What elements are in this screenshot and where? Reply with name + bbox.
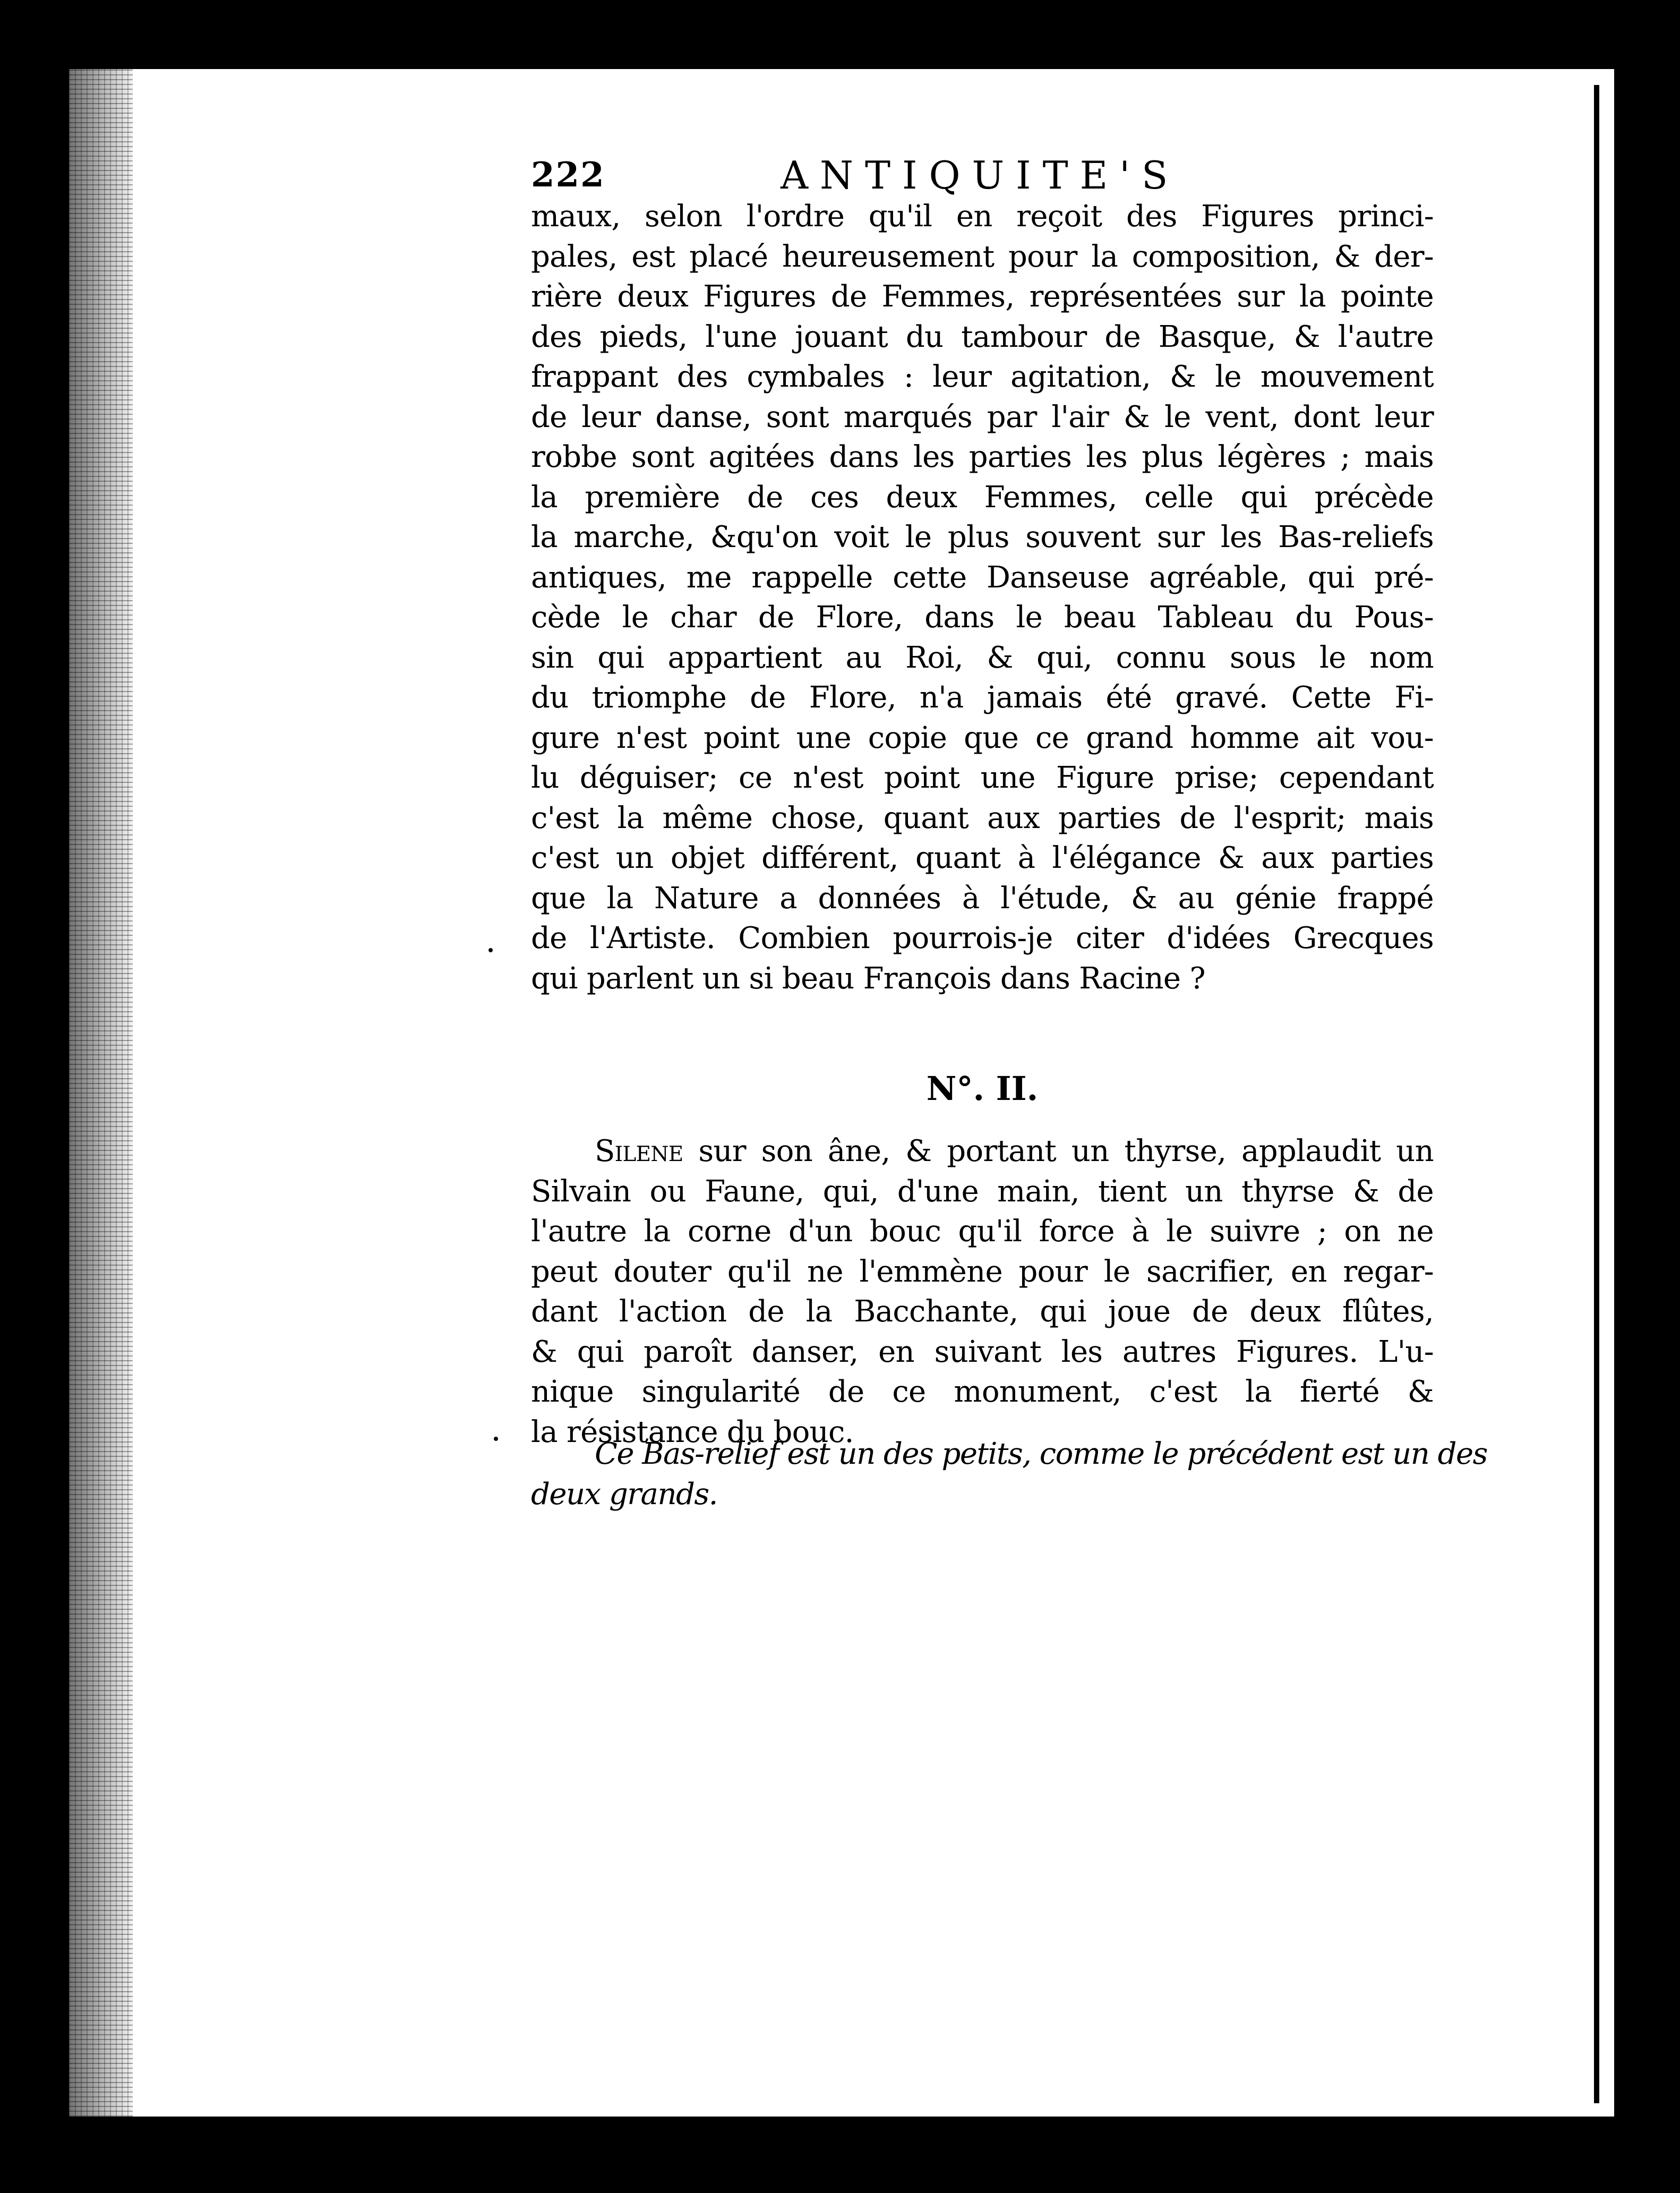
text-line: antiques, me rappelle cette Danseuse agréable, qui pré- [531,560,1434,595]
lead-word: Silene [595,1134,683,1168]
text-line: sin qui appartient au Roi, & qui, connu sous le nom [531,640,1434,675]
text-line: la marche, &qu'on voit le plus souvent sur les Bas-reliefs [531,520,1434,554]
ink-speck [488,948,493,952]
page-number: 222 [531,155,605,195]
text-line: de leur danse, sont marqués par l'air & le vent, dont leur [531,399,1434,434]
section-paragraph [531,1131,1434,1452]
text-line: c'est la même chose, quant aux parties de l'esprit; mais [531,800,1434,835]
text-line: pales, est placé heureusement pour la composition, & der- [531,239,1434,274]
text-line: la résistance du bouc. [531,1414,854,1449]
text-line: nique singularité de ce monument, c'est la fierté & [531,1375,1434,1409]
text-line: l'autre la corne d'un bouc qu'il force à le suivre ; on ne [531,1214,1434,1249]
text-line: deux grands. [531,1477,717,1512]
section-heading: N°. II. [926,1069,1039,1108]
text-line: cède le char de Flore, dans le beau Tableau du Pous- [531,600,1434,635]
text-line: rière deux Figures de Femmes, représentées sur la pointe [531,279,1434,314]
text-line: gure n'est point une copie que ce grand homme ait vou- [531,720,1434,755]
text-line: du triomphe de Flore, n'a jamais été gravé. Cette Fi- [531,680,1434,715]
text-line: c'est un objet différent, quant à l'élégance & aux parties [531,841,1434,875]
text-line: lu déguiser; ce n'est point une Figure prise; cependant [531,761,1434,795]
text-line: peut douter qu'il ne l'emmène pour le sacrifier, en regar- [531,1254,1434,1289]
running-head: ANTIQUITE'S [781,153,1180,198]
text-line: Ce Bas-relief est un des petits, comme le précédent est un des [595,1437,1487,1471]
text-line: qui parlent un si beau François dans Racine ? [531,961,1205,996]
text-line: & qui paroît danser, en suivant les autres Figures. L'u- [531,1334,1434,1369]
text-line: dant l'action de la Bacchante, qui joue de deux flûtes, [531,1294,1434,1329]
text-line: de l'Artiste. Combien pourrois-je citer d'idées Grecques [531,921,1434,955]
text-line: frappant des cymbales : leur agitation, & le mouvement [531,360,1434,394]
page-edge-rule [1594,85,1599,2103]
text-line: que la Nature a données à l'étude, & au génie frappé [531,881,1434,916]
ink-speck [494,1437,498,1441]
binding-gutter-shadow [69,69,133,2117]
text-line [531,1131,1434,1172]
body-paragraph [531,197,1434,999]
text-line: la première de ces deux Femmes, celle qui précède [531,480,1434,515]
text-line: robbe sont agitées dans les parties les plus légères ; mais [531,440,1434,474]
page-header [531,149,1434,202]
italic-note [531,1434,1487,1514]
text-line: des pieds, l'une jouant du tambour de Basque, & l'autre [531,319,1434,354]
text-line: maux, selon l'ordre qu'il en reçoit des Figures princi- [531,199,1434,234]
text-run: sur son âne, & portant un thyrse, applaudit un [683,1134,1434,1168]
text-line: Silvain ou Faune, qui, d'une main, tient un thyrse & de [531,1174,1434,1209]
